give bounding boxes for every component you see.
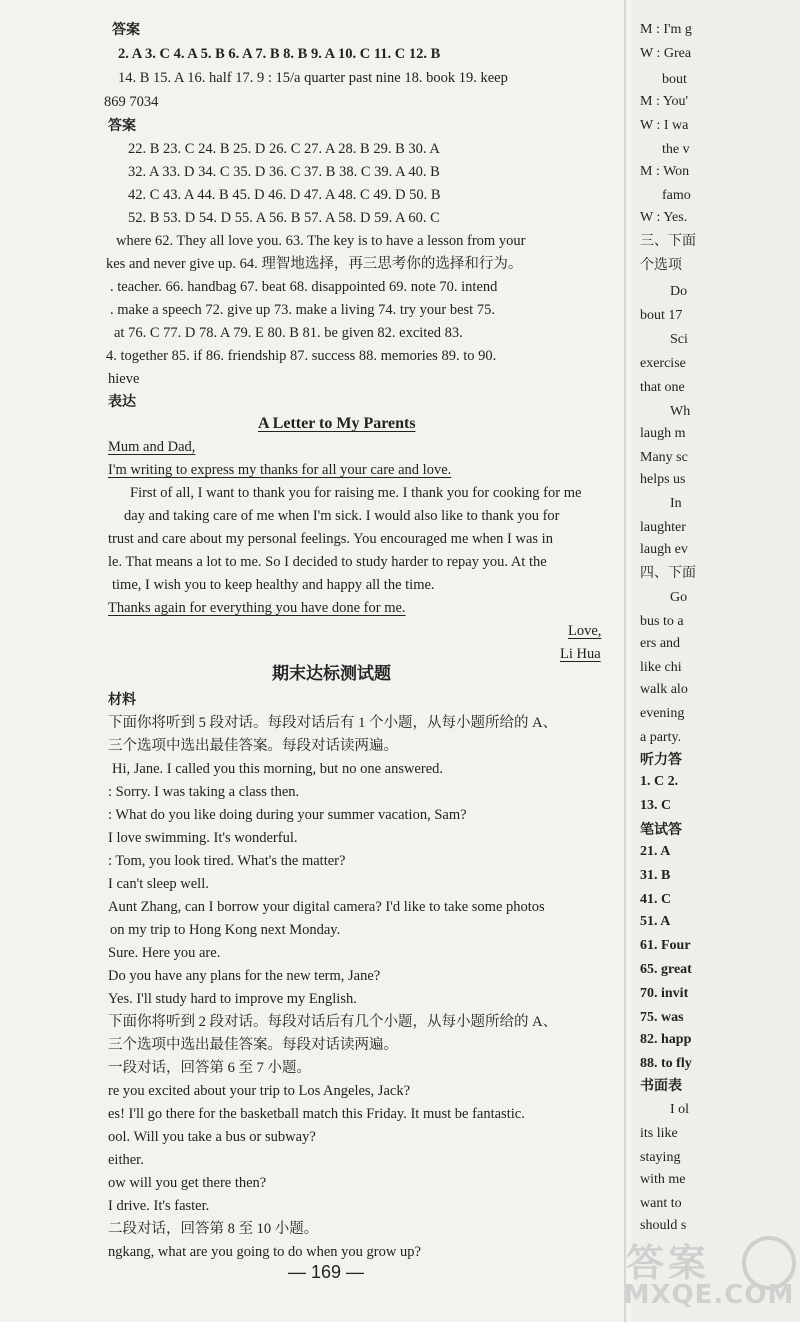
right-fragment-line: walk alo bbox=[640, 682, 688, 697]
right-fragment-line: 41. C bbox=[640, 892, 672, 907]
main-line: 869 7034 bbox=[104, 94, 159, 110]
main-line: 二段对话，回答第 8 至 10 小题。 bbox=[108, 1221, 319, 1237]
main-line: es! I'll go there for the basketball match this Friday. It must be fantastic. bbox=[108, 1106, 525, 1122]
right-fragment-line: the v bbox=[662, 142, 690, 157]
main-line: . make a speech 72. give up 73. make a living 74. try your best 75. bbox=[110, 302, 495, 318]
right-fragment-line: exercise bbox=[640, 356, 686, 371]
right-fragment-line: laugh ev bbox=[640, 542, 688, 557]
main-line: Mum and Dad, bbox=[108, 439, 196, 455]
right-fragment-line: 书面表 bbox=[640, 1078, 682, 1094]
right-fragment-line: laughter bbox=[640, 520, 686, 535]
main-line: 2. A 3. C 4. A 5. B 6. A 7. B 8. B 9. A 10. C 11. C 12. B bbox=[118, 46, 441, 62]
right-fragment-line: In bbox=[670, 496, 682, 511]
right-fragment-line: I ol bbox=[670, 1102, 690, 1117]
right-fragment-line: W : Grea bbox=[640, 46, 692, 61]
main-line: time, I wish you to keep healthy and happy all the time. bbox=[112, 577, 435, 593]
main-line: I can't sleep well. bbox=[108, 876, 209, 892]
main-line: 下面你将听到 2 段对话。每段对话后有几个小题，从每小题所给的 A、 bbox=[108, 1014, 558, 1030]
main-line: 14. B 15. A 16. half 17. 9 : 15/a quarter past nine 18. book 19. keep bbox=[118, 70, 508, 86]
main-line: . teacher. 66. handbag 67. beat 68. disappointed 69. note 70. intend bbox=[110, 279, 498, 295]
main-line: ool. Will you take a bus or subway? bbox=[108, 1129, 316, 1145]
right-fragment-line: 31. B bbox=[640, 868, 671, 883]
main-line: Sure. Here you are. bbox=[108, 945, 221, 961]
main-line: 三个选项中选出最佳答案。每段对话读两遍。 bbox=[108, 1037, 398, 1053]
main-line: le. That means a lot to me. So I decided to study harder to repay you. At the bbox=[108, 554, 547, 570]
main-line: on my trip to Hong Kong next Monday. bbox=[110, 922, 341, 938]
right-fragment-line: helps us bbox=[640, 472, 686, 487]
column-divider bbox=[624, 0, 626, 1322]
right-fragment-line: bus to a bbox=[640, 614, 684, 629]
main-line: 4. together 85. if 86. friendship 87. success 88. memories 89. to 90. bbox=[106, 348, 497, 364]
right-fragment-line: M : You' bbox=[640, 94, 689, 109]
page-number: — 169 — bbox=[288, 1262, 365, 1282]
letter-signature: Li Hua bbox=[560, 646, 601, 662]
main-line: hieve bbox=[108, 371, 140, 387]
main-line: 一段对话，回答第 6 至 7 小题。 bbox=[108, 1060, 311, 1076]
section-title: 期末达标测试题 bbox=[272, 664, 391, 684]
main-line: Thanks again for everything you have done for me. bbox=[108, 600, 406, 616]
main-line: 材料 bbox=[108, 692, 136, 708]
main-line: : What do you like doing during your summer vacation, Sam? bbox=[108, 807, 467, 823]
main-line: ow will you get there then? bbox=[108, 1175, 267, 1191]
main-line: : Tom, you look tired. What's the matter? bbox=[108, 853, 346, 869]
right-fragment-line: 88. to fly bbox=[640, 1056, 692, 1071]
main-line: where 62. They all love you. 63. The key is to have a lesson from your bbox=[116, 233, 526, 249]
main-line: Hi, Jane. I called you this morning, but no one answered. bbox=[112, 761, 444, 777]
right-fragment-line: Sci bbox=[670, 332, 688, 347]
main-line: at 76. C 77. D 78. A 79. E 80. B 81. be given 82. excited 83. bbox=[114, 325, 463, 341]
right-fragment-line: should s bbox=[640, 1218, 687, 1233]
main-line: First of all, I want to thank you for raising me. I thank you for cooking for me bbox=[130, 485, 582, 501]
main-line: Do you have any plans for the new term, Jane? bbox=[108, 968, 381, 984]
right-fragment-line: 21. A bbox=[640, 844, 671, 859]
right-fragment-line: 13. C bbox=[640, 798, 672, 813]
main-line: 下面你将听到 5 段对话。每段对话后有 1 个小题，从每小题所给的 A、 bbox=[108, 715, 558, 731]
main-line: I drive. It's faster. bbox=[108, 1198, 210, 1214]
main-line: trust and care about my personal feelings. You encouraged me when I was in bbox=[108, 531, 553, 547]
right-fragment-line: 1. C 2. bbox=[640, 774, 679, 789]
main-line: Aunt Zhang, can I borrow your digital camera? I'd like to take some photos bbox=[108, 899, 545, 915]
main-line: 42. C 43. A 44. B 45. D 46. D 47. A 48. C 49. D 50. B bbox=[128, 187, 441, 203]
main-line: either. bbox=[108, 1152, 144, 1168]
right-fragment-line: its like bbox=[640, 1126, 678, 1141]
right-fragment-line: famo bbox=[662, 188, 691, 203]
watermark-logo bbox=[618, 1228, 800, 1322]
main-line: 答案 bbox=[108, 118, 136, 134]
right-fragment-line: W : I wa bbox=[640, 118, 689, 133]
right-fragment-line: laugh m bbox=[640, 426, 686, 441]
right-fragment-line: 82. happ bbox=[640, 1032, 692, 1047]
letter-title: A Letter to My Parents bbox=[258, 415, 416, 432]
right-fragment-line: 70. invit bbox=[640, 986, 689, 1001]
right-fragment-line: 51. A bbox=[640, 914, 671, 929]
right-fragment-line: with me bbox=[640, 1172, 686, 1187]
right-fragment-line: like chi bbox=[640, 660, 682, 675]
right-fragment-line: want to bbox=[640, 1196, 682, 1211]
main-line: day and taking care of me when I'm sick. I would also like to thank you for bbox=[124, 508, 560, 524]
right-fragment-line: Do bbox=[670, 284, 688, 299]
main-line: Yes. I'll study hard to improve my English. bbox=[108, 991, 357, 1007]
right-fragment-line: ers and bbox=[640, 636, 681, 651]
right-fragment-line: 75. was bbox=[640, 1010, 684, 1025]
right-fragment-line: 四、下面 bbox=[640, 566, 696, 581]
main-line: 32. A 33. D 34. C 35. D 36. C 37. B 38. C 39. A 40. B bbox=[128, 164, 440, 180]
right-fragment-line: Go bbox=[670, 590, 688, 605]
main-line: 22. B 23. C 24. B 25. D 26. C 27. A 28. B 29. B 30. A bbox=[128, 141, 440, 157]
main-line: I'm writing to express my thanks for all your care and love. bbox=[108, 462, 452, 478]
right-fragment-line: 笔试答 bbox=[640, 822, 682, 838]
main-line: 52. B 53. D 54. D 55. A 56. B 57. A 58. D 59. A 60. C bbox=[128, 210, 440, 226]
right-fragment-line: 听力答 bbox=[640, 752, 682, 768]
main-line: : Sorry. I was taking a class then. bbox=[108, 784, 300, 800]
main-line: I love swimming. It's wonderful. bbox=[108, 830, 298, 846]
right-fragment-line: bout 17 bbox=[640, 308, 683, 323]
right-fragment-line: W : Yes. bbox=[640, 210, 688, 225]
right-fragment-line: 三、下面 bbox=[640, 234, 696, 249]
main-line: 表达 bbox=[108, 394, 136, 410]
right-fragment-line: 65. great bbox=[640, 962, 692, 977]
right-fragment-line: 个选项 bbox=[640, 258, 682, 273]
right-fragment-line: Many sc bbox=[640, 450, 688, 465]
right-fragment-line: evening bbox=[640, 706, 685, 721]
right-fragment-line: Wh bbox=[670, 404, 691, 419]
main-line: kes and never give up. 64. 理智地选择，再三思考你的选择和行为。 bbox=[106, 256, 523, 272]
main-line: 答案 bbox=[112, 22, 140, 38]
right-fragment-line: a party. bbox=[640, 730, 682, 745]
right-fragment-line: bout bbox=[662, 72, 687, 87]
right-fragment-line: that one bbox=[640, 380, 685, 395]
main-line: re you excited about your trip to Los Angeles, Jack? bbox=[108, 1083, 411, 1099]
watermark-cn: 答案 bbox=[626, 1241, 711, 1285]
letter-closing: Love, bbox=[568, 623, 602, 639]
right-fragment-line: M : I'm g bbox=[640, 22, 692, 37]
right-fragment-line: staying bbox=[640, 1150, 681, 1165]
right-column-fragment bbox=[632, 0, 800, 1322]
right-fragment-line: M : Won bbox=[640, 164, 690, 179]
right-fragment-line: 61. Four bbox=[640, 938, 691, 953]
main-line: 三个选项中选出最佳答案。每段对话读两遍。 bbox=[108, 738, 398, 754]
watermark-text: MXQE.COM bbox=[623, 1280, 795, 1310]
main-line: ngkang, what are you going to do when you grow up? bbox=[108, 1244, 421, 1260]
